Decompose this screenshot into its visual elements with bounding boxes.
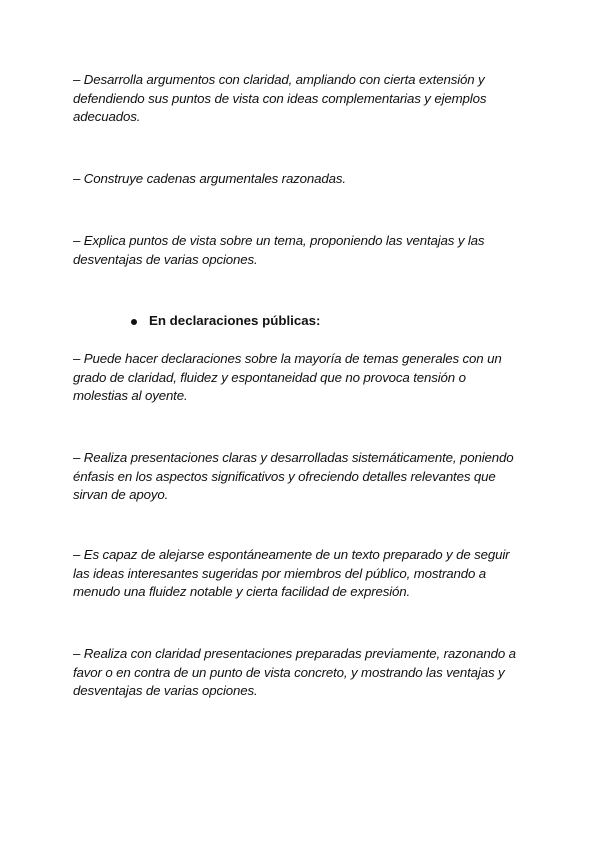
section-heading-text: En declaraciones públicas: bbox=[149, 313, 321, 328]
paragraph-makes-statements: – Puede hacer declaraciones sobre la mayoría de temas generales con un grado de claridad, fluidez y espontaneidad que no provoca tensión o molestias al oyente. bbox=[73, 351, 502, 403]
paragraph-prepared-presentations: – Realiza con claridad presentaciones preparadas previamente, razonando a favor o en contra de un punto de vista concreto, y mostrando las ventajas y desventajas de varias opciones. bbox=[73, 646, 516, 698]
bullet-icon bbox=[131, 319, 137, 325]
paragraph-explains-viewpoints: – Explica puntos de vista sobre un tema, proponiendo las ventajas y las desventajas de varias opciones. bbox=[73, 233, 485, 267]
paragraph-develops-arguments: – Desarrolla argumentos con claridad, ampliando con cierta extensión y defendiendo sus puntos de vista con ideas complementarias y ejemplos adecuados. bbox=[73, 72, 487, 124]
paragraph-departs-from-text: – Es capaz de alejarse espontáneamente de un texto preparado y de seguir las ideas interesantes sugeridas por miembros del público, mostrando a menudo una fluidez notable y cierta facilidad de expresión. bbox=[73, 547, 510, 599]
paragraph-argument-chains: – Construye cadenas argumentales razonadas. bbox=[73, 171, 346, 186]
paragraph-clear-presentations: – Realiza presentaciones claras y desarrolladas sistemáticamente, poniendo énfasis en los aspectos significativos y ofreciendo detalles relevantes que sirvan de apoyo. bbox=[73, 450, 514, 502]
section-heading-public-statements bbox=[131, 312, 320, 330]
